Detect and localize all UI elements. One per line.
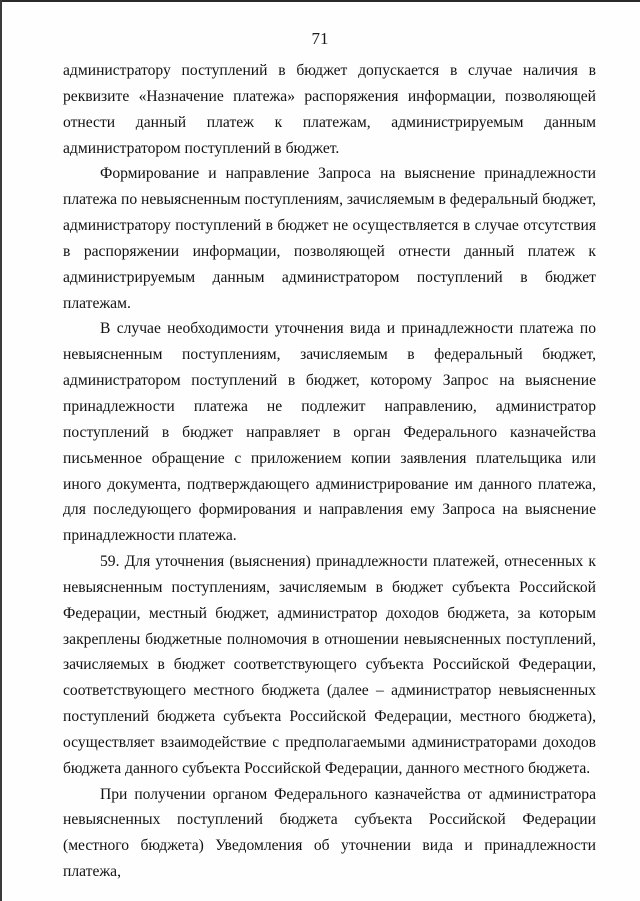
paragraph-request-formation: Формирование и направление Запроса на выяснение принадлежности платежа по невыясненным поступлениям, зачисляемым в федеральный бюджет, администратору поступлений в бюджет не осуществляется в случае отсутствия в распоряжении информации, позволяющей отнести данный платеж к администрируемым данным администратором поступлений в бюджет платежам. bbox=[63, 165, 596, 312]
paragraph-notification-receipt: При получении органом Федерального казначейства от администратора невыясненных поступлений бюджета субъекта Российской Федерации (местного бюджета) Уведомления об уточнении вида и принадлежности платежа, bbox=[63, 785, 596, 881]
paragraph-clause-59: 59. Для уточнения (выяснения) принадлежности платежей, отнесенных к невыясненным поступлениям, зачисляемым в бюджет субъекта Российской Федерации, местный бюджет, администратор доходов бюджета, за которым закреплены бюджетные полномочия в отношении невыясненных поступлений, зачисляемых в бюджет соответствующего субъекта Российской Федерации, соответствующего местного бюджета (далее – администратор невыясненных поступлений бюджета субъекта Российской Федерации, местного бюджета), осуществляет взаимодействие с предполагаемыми администраторами доходов бюджета данного субъекта Российской Федерации, данного местного бюджета. bbox=[63, 553, 596, 777]
scan-edge-left bbox=[0, 0, 2, 901]
paragraph-clarification-need: В случае необходимости уточнения вида и принадлежности платежа по невыясненным поступлениям, зачисляемым в федеральный бюджет, администратором поступлений в бюджет, которому Запрос на выяснение принадлежности платежа не подлежит направлению, администратор поступлений в бюджет направляет в орган Федерального казначейства письменное обращение с приложением копии заявления плательщика или иного документа, подтверждающего администрирование им данного платежа, для последующего формирования и направления ему Запроса на выяснение принадлежности платежа. bbox=[63, 320, 596, 545]
paragraph-continuation: администратору поступлений в бюджет допускается в случае наличия в реквизите «Назначение платежа» распоряжения информации, позволяющей отнести данный платеж к платежам, администрируемым данным администратором поступлений в бюджет. bbox=[63, 62, 596, 157]
scan-edge-top bbox=[0, 0, 640, 2]
page-number: 71 bbox=[311, 29, 329, 48]
document-body bbox=[63, 58, 596, 885]
